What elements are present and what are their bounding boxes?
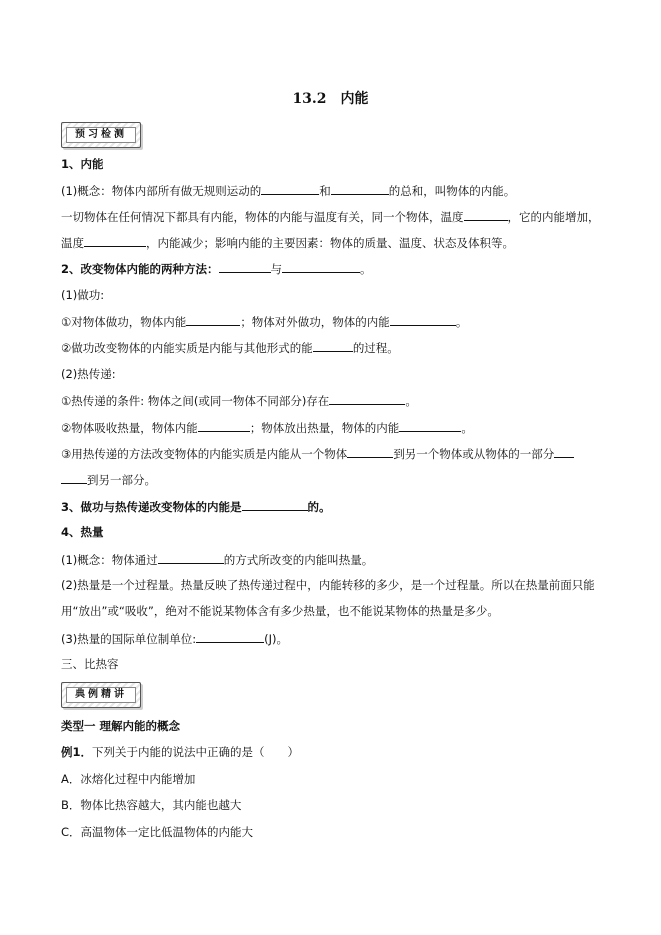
text-line: ①热传递的条件: 物体之间(或同一物体不同部分)存在 。 [61, 394, 417, 408]
preview-badge-label: 预习检测 [66, 127, 136, 143]
blank [84, 234, 146, 247]
blank [331, 182, 389, 195]
examples-badge [61, 682, 141, 708]
text-line: 用“放出”或“吸收”，绝对不能说某物体含有多少热量，也不能说某物体的热量是多少。 [61, 604, 499, 618]
preview-badge [61, 122, 141, 148]
text-line: ②物体吸收热量，物体内能 ；物体放出热量，物体的内能 。 [61, 421, 473, 435]
blank [196, 630, 264, 643]
text-line: (2)热量是一个过程量。热量反映了热传递过程中，内能转移的多少，是一个过程量。所以在热量前面只能 [61, 578, 595, 592]
text-line: (2)热传递: [61, 367, 116, 381]
blank [313, 339, 353, 352]
text-line: 温度 ，内能减少；影响内能的主要因素：物体的质量、温度、状态及体积等。 [61, 236, 514, 250]
section-4-heading: 4、热量 [61, 525, 104, 539]
blank [158, 551, 224, 564]
blank [219, 260, 271, 273]
section-heading: 三、比热容 [61, 657, 119, 671]
examples-badge-label: 典例精讲 [66, 687, 136, 703]
blank [282, 260, 360, 273]
blank [261, 182, 319, 195]
blank [554, 445, 574, 458]
text-line: ③用热传递的方法改变物体的内能实质是内能从一个物体 到另一个物体或从物体的一部分 [61, 445, 574, 462]
text-line: 一切物体在任何情况下都具有内能，物体的内能与温度有关，同一个物体，温度 ，它的内能增加， [61, 210, 600, 224]
text-line: ①对物体做功，物体内能 ；物体对外做功，物体的内能 。 [61, 315, 468, 329]
section-3-heading: 3、做功与热传递改变物体的内能是 的。 [61, 500, 331, 514]
blank [390, 313, 456, 326]
section-2-heading: 2、改变物体内能的两种方法： 与 。 [61, 262, 372, 276]
blank [186, 313, 240, 326]
blank [242, 498, 308, 511]
text-line: (1)概念：物体通过 的方式所改变的内能叫热量。 [61, 553, 374, 567]
question-stem: 例1．下列关于内能的说法中正确的是（ ） [61, 745, 300, 759]
option-a: A．冰熔化过程中内能增加 [61, 772, 196, 786]
option-b: B．物体比热容越大，其内能也越大 [61, 798, 242, 812]
text-line: ②做功改变物体的内能实质是内能与其他形式的能 的过程。 [61, 341, 399, 355]
blank [347, 445, 393, 458]
blank [61, 471, 87, 484]
blank [198, 419, 250, 432]
option-c: C．高温物体一定比低温物体的内能大 [61, 825, 254, 839]
page-title: 13.2 内能 [292, 91, 369, 107]
blank [329, 392, 405, 405]
blank [399, 419, 461, 432]
blank [464, 208, 508, 221]
text-line: (1)概念：物体内部所有做无规则运动的 和 的总和，叫物体的内能。 [61, 184, 516, 198]
type-heading: 类型一 理解内能的概念 [61, 719, 181, 733]
section-1-heading: 1、内能 [61, 157, 104, 171]
text-line: 到另一部分。 [61, 471, 156, 488]
text-line: (1)做功: [61, 288, 105, 302]
text-line: (3)热量的国际单位制单位: (J)。 [61, 632, 289, 646]
